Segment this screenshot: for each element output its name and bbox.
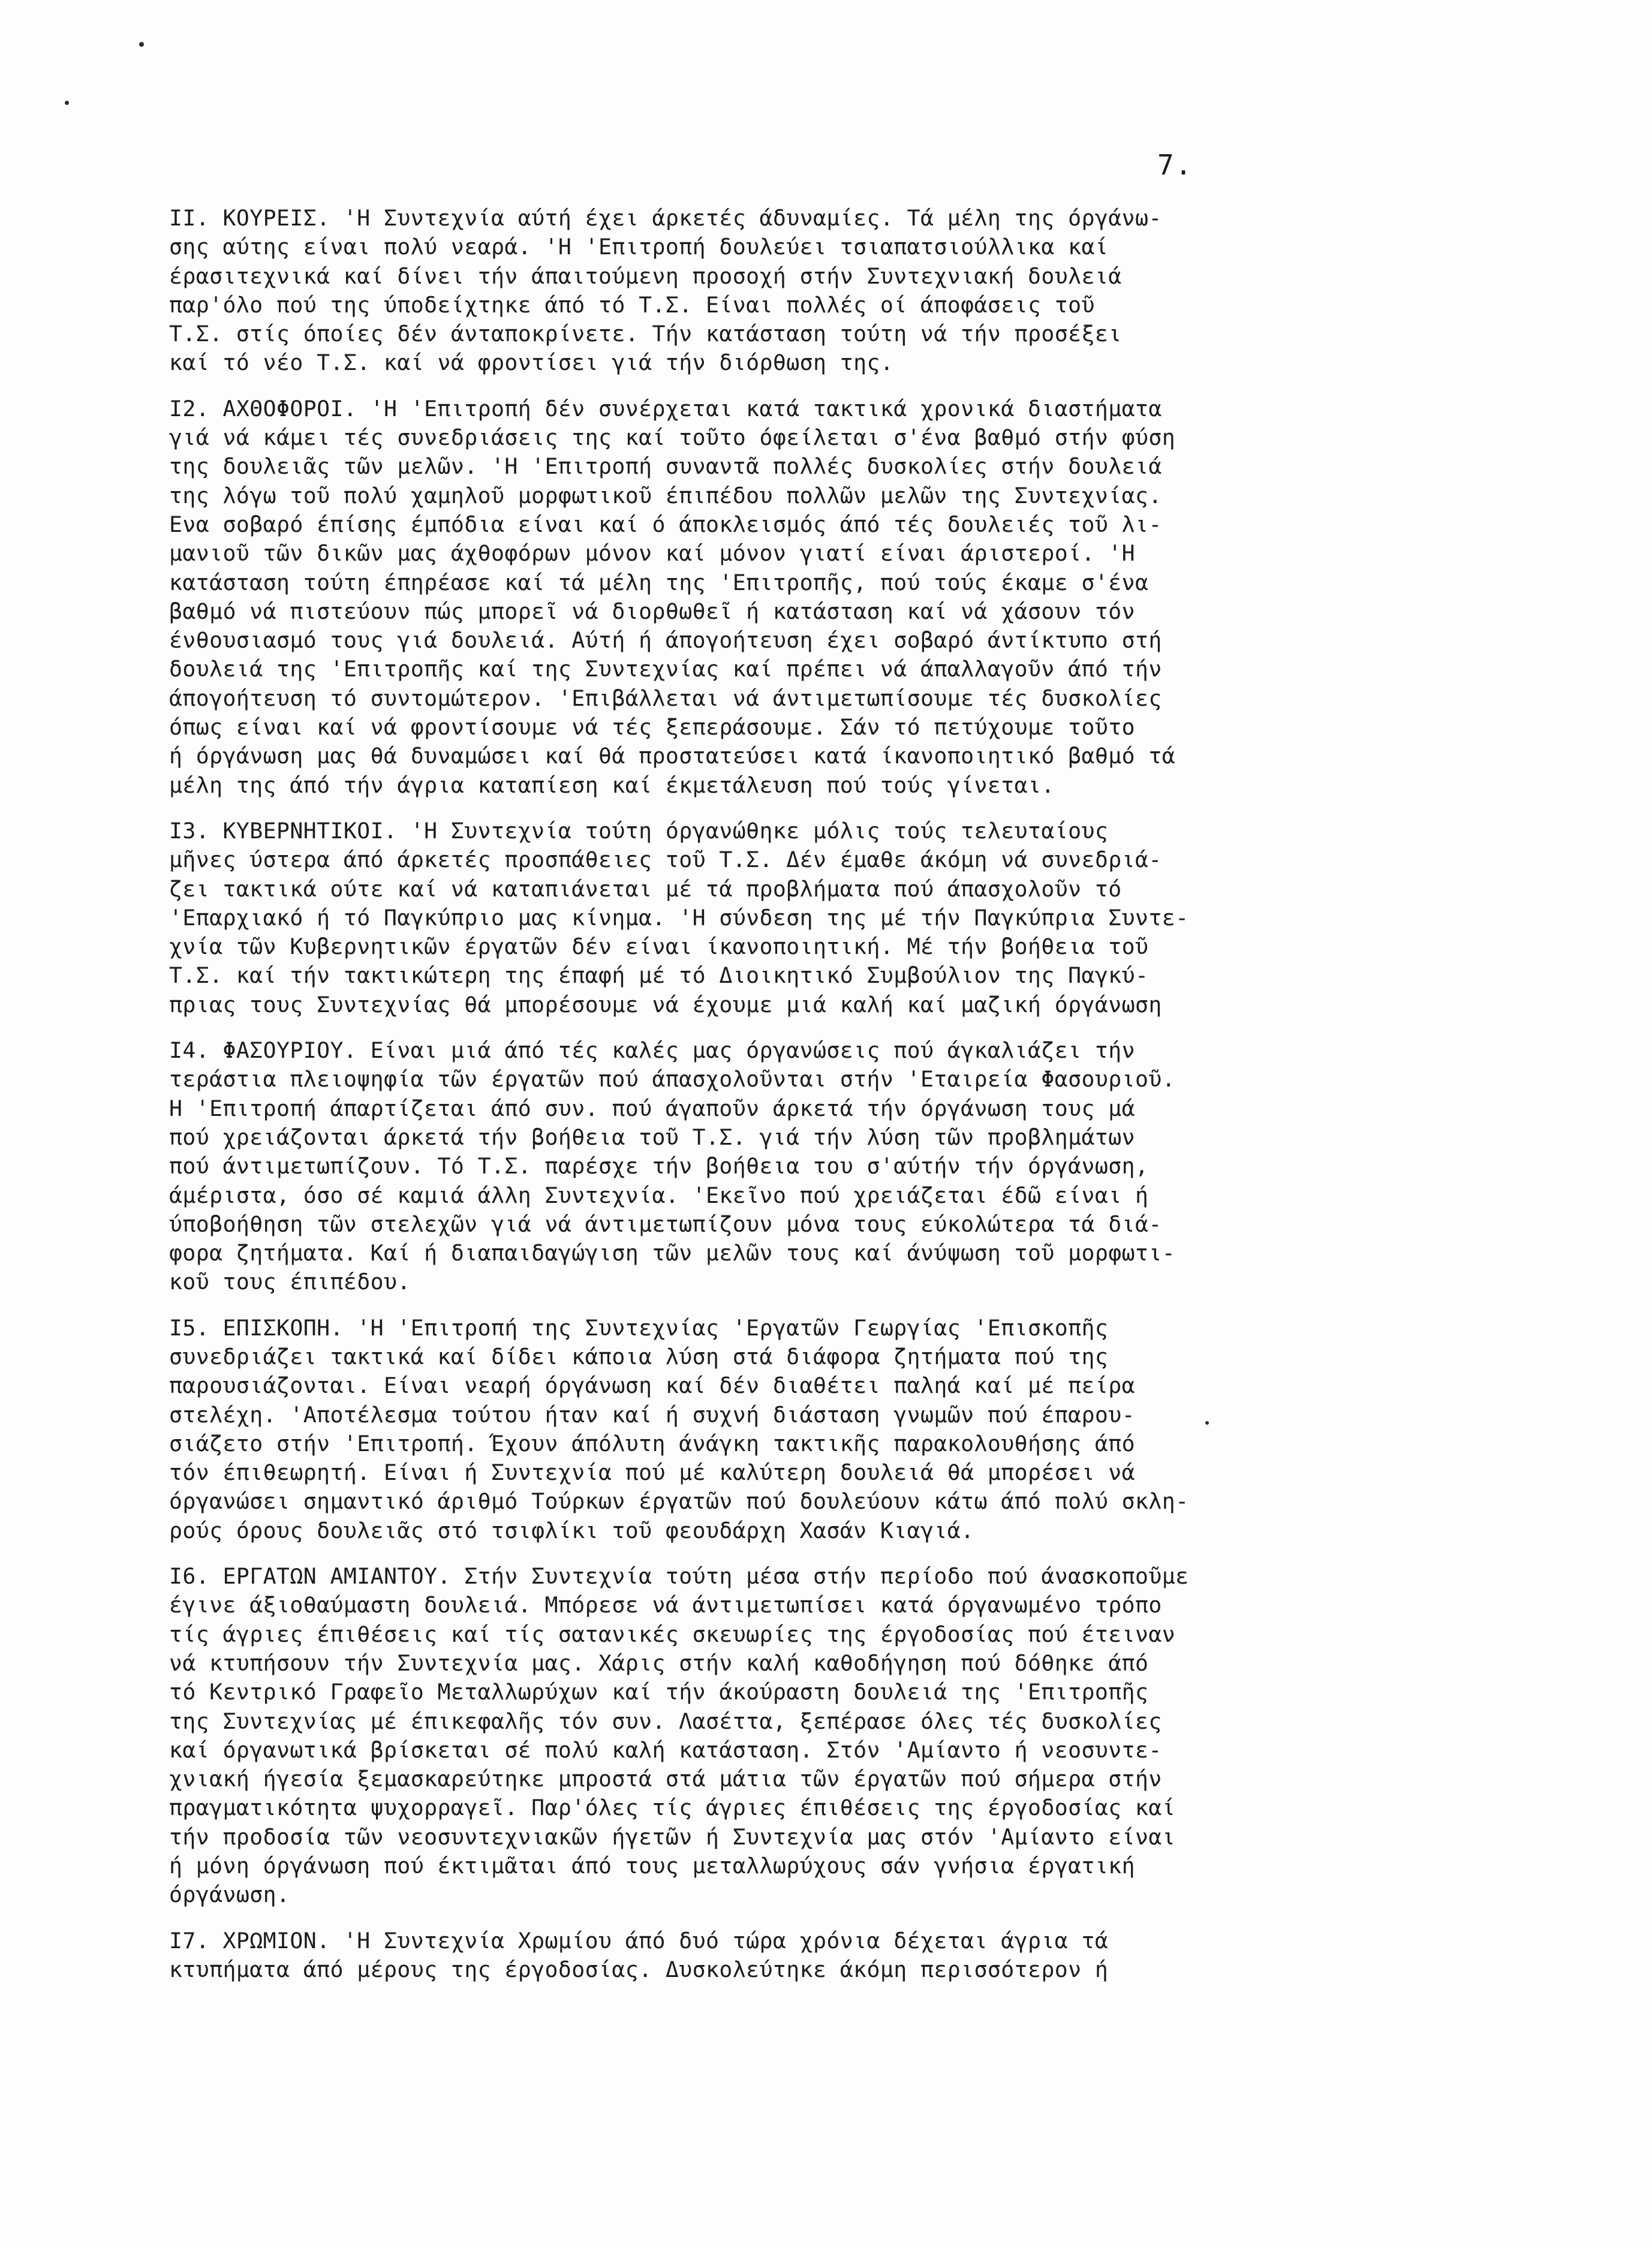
section-kyvernitikoi: [169, 817, 1512, 1019]
text-line: χνία τῶν Κυβερνητικῶν έργατῶν δέν είναι ίκανοποιητική. Μέ τήν βοήθεια τοῦ: [169, 934, 1149, 960]
text-line: της Συντεχνίας μέ έπικεφαλῆς τόν συν. Λασέττα, ξεπέρασε όλες τές δυσκολίες: [169, 1708, 1162, 1734]
text-line: σιάζετο στήν 'Επιτροπή. Έχουν άπόλυτη άνάγκη τακτικῆς παρακολουθήσης άπό: [169, 1430, 1135, 1456]
text-line: 'Επαρχιακό ή τό Παγκύπριο μας κίνημα. 'Η σύνδεση της μέ τήν Παγκύπρια Συντε-: [169, 904, 1189, 931]
text-line: πού χρειάζονται άρκετά τήν βοήθεια τοῦ Τ.Σ. γιά τήν λύση τῶν προβλημάτων: [169, 1124, 1135, 1150]
text-line: ή μόνη όργάνωση πού έκτιμᾶται άπό τους μεταλλωρύχους σάν γνήσια έργατική: [169, 1853, 1135, 1879]
text-line: I6. ΕΡΓΑΤΩΝ ΑΜΙΑΝΤΟΥ. Στήν Συντεχνία τούτη μέσα στήν περίοδο πού άνασκοποῦμε: [169, 1563, 1189, 1590]
text-line: πραγματικότητα ψυχορραγεῖ. Παρ'όλες τίς άγριες έπιθέσεις της έργοδοσίας καί: [169, 1795, 1176, 1821]
section-chromion: [169, 1927, 1512, 1985]
text-line: κοῦ τους έπιπέδου.: [169, 1269, 411, 1295]
text-line: νά κτυπήσουν τήν Συντεχνία μας. Χάρις στήν καλή καθοδήγηση πού δόθηκε άπό: [169, 1650, 1149, 1676]
section-fasouriou: [169, 1036, 1512, 1297]
text-line: Τ.Σ. καί τήν τακτικώτερη της έπαφή μέ τό Διοικητικό Συμβούλιον της Παγκύ-: [169, 962, 1149, 989]
text-line: φορα ζητήματα. Καί ή διαπαιδαγώγιση τῶν μελῶν τους καί άνύψωση τοῦ μορφωτι-: [169, 1240, 1176, 1266]
text-line: βαθμό νά πιστεύουν πώς μπορεῖ νά διορθωθεῖ ή κατάσταση καί νά χάσουν τόν: [169, 598, 1135, 624]
text-line: δουλειά της 'Επιτροπῆς καί της Συντεχνίας καί πρέπει νά άπαλλαγοῦν άπό τήν: [169, 656, 1162, 682]
text-line: τήν προδοσία τῶν νεοσυντεχνιακῶν ήγετῶν ή Συντεχνία μας στόν 'Αμίαντο είναι: [169, 1823, 1176, 1850]
text-line: όργανώσει σημαντικό άριθμό Τούρκων έργατῶν πού δουλεύουν κάτω άπό πολύ σκλη-: [169, 1488, 1189, 1515]
section-episkopi: [169, 1314, 1512, 1545]
section-achthoforoi: [169, 395, 1512, 800]
text-line: καί όργανωτικά βρίσκεται σέ πολύ καλή κατάσταση. Στόν 'Αμίαντο ή νεοσυντε-: [169, 1737, 1162, 1763]
text-line: τίς άγριες έπιθέσεις καί τίς σατανικές σκευωρίες της έργοδοσίας πού έτειναν: [169, 1621, 1176, 1647]
text-line: κτυπήματα άπό μέρους της έργοδοσίας. Δυσκολεύτηκε άκόμη περισσότερον ή: [169, 1956, 1109, 1982]
text-line: Τ.Σ. στίς όποίες δέν άνταποκρίνετε. Τήν κατάσταση τούτη νά τήν προσέξει: [169, 321, 1122, 347]
text-line: χνιακή ήγεσία ξεμασκαρεύτηκε μπροστά στά μάτια τῶν έργατῶν πού σήμερα στήν: [169, 1766, 1162, 1792]
text-line: τεράστια πλειοψηφία τῶν έργατῶν πού άπασχολοῦνται στήν 'Εταιρεία Φασουριοῦ.: [169, 1066, 1176, 1093]
text-line: παρ'όλο πού της ύποδείχτηκε άπό τό Τ.Σ. Είναι πολλές οί άποφάσεις τοῦ: [169, 291, 1095, 318]
scan-speck: [139, 42, 144, 47]
text-line: ένθουσιασμό τους γιά δουλειά. Αύτή ή άπογοήτευση έχει σοβαρό άντίκτυπο στή: [169, 627, 1162, 654]
text-line: πριας τους Συντεχνίας θά μπορέσουμε νά έχουμε μιά καλή καί μαζική όργάνωση: [169, 991, 1162, 1018]
scan-speck: [65, 101, 69, 105]
text-line: πού άντιμετωπίζουν. Τό Τ.Σ. παρέσχε τήν βοήθεια του σ'αύτήν τήν όργάνωση,: [169, 1153, 1149, 1179]
text-line: συνεδριάζει τακτικά καί δίδει κάποια λύση στά διάφορα ζητήματα πού της: [169, 1343, 1109, 1370]
text-line: της λόγω τοῦ πολύ χαμηλοῦ μορφωτικοῦ έπιπέδου πολλῶν μελῶν της Συντεχνίας.: [169, 482, 1162, 508]
text-line: I5. ΕΠΙΣΚΟΠΗ. 'Η 'Επιτροπή της Συντεχνίας 'Εργατῶν Γεωργίας 'Επισκοπῆς: [169, 1314, 1109, 1341]
text-line: τό Κεντρικό Γραφεῖο Μεταλλωρύχων καί τήν άκούραστη δουλειά της 'Επιτροπῆς: [169, 1679, 1149, 1705]
text-line: Ενα σοβαρό έπίσης έμπόδια είναι καί ό άποκλεισμός άπό τές δουλειές τοῦ λι-: [169, 511, 1162, 537]
text-line: όπως είναι καί νά φροντίσουμε νά τές ξεπεράσουμε. Σάν τό πετύχουμε τοῦτο: [169, 714, 1135, 741]
text-line: όργάνωση.: [169, 1882, 290, 1908]
text-line: άμέριστα, όσο σέ καμιά άλλη Συντεχνία. 'Εκεῖνο πού χρειάζεται έδῶ είναι ή: [169, 1182, 1149, 1208]
text-line: στελέχη. 'Αποτέλεσμα τούτου ήταν καί ή συχνή διάσταση γνωμῶν πού έπαρου-: [169, 1401, 1135, 1428]
text-line: έγινε άξιοθαύμαστη δουλειά. Μπόρεσε νά άντιμετωπίσει κατά όργανωμένο τρόπο: [169, 1592, 1162, 1618]
text-line: κατάσταση τούτη έπηρέασε καί τά μέλη της 'Επιτροπῆς, πού τούς έκαμε σ'ένα: [169, 569, 1149, 595]
text-line: μῆνες ύστερα άπό άρκετές προσπάθειες τοῦ Τ.Σ. Δέν έμαθε άκόμη νά συνεδριά-: [169, 847, 1162, 873]
text-line: μέλη της άπό τήν άγρια καταπίεση καί έκμετάλευση πού τούς γίνεται.: [169, 772, 1055, 798]
page-number: 7.: [1157, 149, 1193, 181]
text-line: καί τό νέο Τ.Σ. καί νά φροντίσει γιά τήν διόρθωση της.: [169, 350, 894, 376]
text-line: γιά νά κάμει τές συνεδριάσεις της καί τοῦτο όφείλεται σ'ένα βαθμό στήν φύση: [169, 425, 1176, 451]
text-line: ρούς όρους δουλειᾶς στό τσιφλίκι τοῦ φεουδάρχη Χασάν Κιαγιά.: [169, 1517, 974, 1543]
section-kourieis: [169, 204, 1512, 378]
text-line: Η 'Επιτροπή άπαρτίζεται άπό συν. πού άγαποῦν άρκετά τήν όργάνωση τους μά: [169, 1095, 1135, 1121]
text-line: σης αύτης είναι πολύ νεαρά. 'Η 'Επιτροπή δουλεύει τσιαπατσιούλλικα καί: [169, 234, 1109, 260]
text-line: ζει τακτικά ούτε καί νά καταπιάνεται μέ τά προβλήματα πού άπασχολοῦν τό: [169, 875, 1122, 902]
text-line: μανιοῦ τῶν δικῶν μας άχθοφόρων μόνον καί μόνον γιατί είναι άριστεροί. 'Η: [169, 540, 1135, 567]
text-line: I3. ΚΥΒΕΡΝΗΤΙΚΟΙ. 'Η Συντεχνία τούτη όργανώθηκε μόλις τούς τελευταίους: [169, 817, 1109, 844]
section-ergaton-amiantou: [169, 1562, 1512, 1910]
text-line: ύποβοήθηση τῶν στελεχῶν γιά νά άντιμετωπίζουν μόνα τους εύκολώτερα τά διά-: [169, 1211, 1162, 1237]
document-body: [169, 204, 1512, 2001]
text-line: II. ΚΟΥΡΕΙΣ. 'Η Συντεχνία αύτή έχει άρκετές άδυναμίες. Τά μέλη της όργάνω-: [169, 205, 1162, 231]
text-line: I7. ΧΡΩΜΙΟΝ. 'Η Συντεχνία Χρωμίου άπό δυό τώρα χρόνια δέχεται άγρια τά: [169, 1927, 1109, 1954]
text-line: τόν έπιθεωρητή. Είναι ή Συντεχνία πού μέ καλύτερη δουλειά θά μπορέσει νά: [169, 1459, 1135, 1486]
text-line: ή όργάνωση μας θά δυναμώσει καί θά προστατεύσει κατά ίκανοποιητικό βαθμό τά: [169, 743, 1176, 769]
text-line: της δουλειᾶς τῶν μελῶν. 'Η 'Επιτροπή συναντᾶ πολλές δυσκολίες στήν δουλειά: [169, 453, 1162, 480]
text-line: έρασιτεχνικά καί δίνει τήν άπαιτούμενη προσοχή στήν Συντεχνιακή δουλειά: [169, 263, 1122, 289]
text-line: παρουσιάζονται. Είναι νεαρή όργάνωση καί δέν διαθέτει παληά καί μέ πείρα: [169, 1373, 1135, 1399]
text-line: I4. ΦΑΣΟΥΡΙΟΥ. Είναι μιά άπό τές καλές μας όργανώσεις πού άγκαλιάζει τήν: [169, 1037, 1135, 1064]
text-line: άπογοήτευση τό συντομώτερον. 'Επιβάλλεται νά άντιμετωπίσουμε τές δυσκολίες: [169, 685, 1162, 711]
text-line: I2. ΑΧΘΟΦΟΡΟΙ. 'Η 'Επιτροπή δέν συνέρχεται κατά τακτικά χρονικά διαστήματα: [169, 395, 1162, 422]
